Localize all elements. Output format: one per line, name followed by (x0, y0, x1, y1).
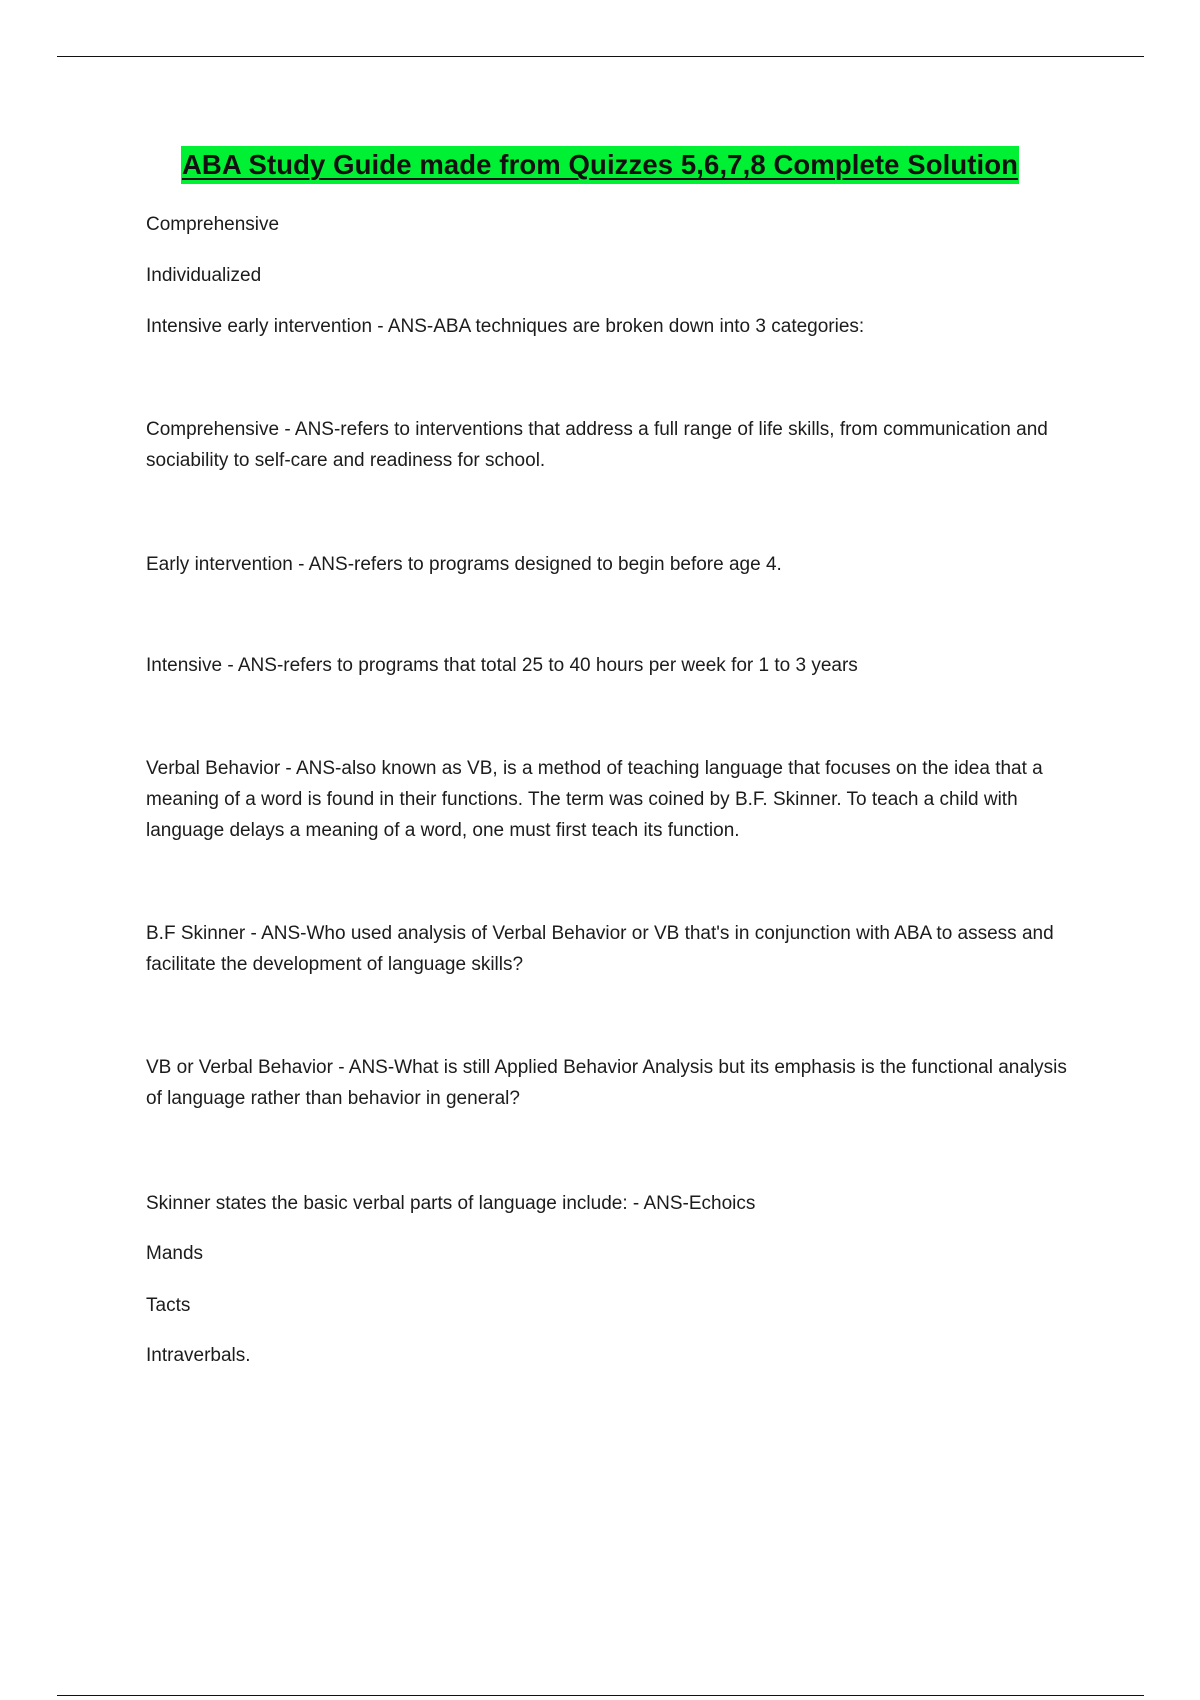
definition-vb: VB or Verbal Behavior - ANS-What is still Applied Behavior Analysis but its emphasis is the functional analysis of language rather than behavior in general? (146, 1057, 1067, 1109)
definition-bf-skinner: B.F Skinner - ANS-Who used analysis of Verbal Behavior or VB that's in conjunction with ABA to assess and facilitate the development of language skills? (146, 923, 1054, 975)
text-line-tacts: Tacts (146, 1295, 191, 1316)
top-rule (57, 56, 1144, 57)
bottom-rule (57, 1695, 1144, 1696)
definition-intensive: Intensive - ANS-refers to programs that total 25 to 40 hours per week for 1 to 3 years (146, 655, 858, 676)
definition-early-intervention: Early intervention - ANS-refers to programs designed to begin before age 4. (146, 554, 782, 575)
document-title: ABA Study Guide made from Quizzes 5,6,7,8 Complete Solution (181, 146, 1019, 184)
title-container (0, 146, 1200, 184)
text-line-individualized: Individualized (146, 265, 262, 286)
definition-verbal-behavior: Verbal Behavior - ANS-also known as VB, is a method of teaching language that focuses on the idea that a meaning of a word is found in their functions. The term was coined by B.F. Skinner. To teach a child with language delays a meaning of a word, one must first teach its function. (146, 758, 1043, 841)
text-line-skinner-verbal-parts: Skinner states the basic verbal parts of language include: - ANS-Echoics (146, 1193, 756, 1214)
text-line-comprehensive: Comprehensive (146, 214, 280, 235)
definition-comprehensive: Comprehensive - ANS-refers to interventions that address a full range of life skills, from communication and sociability to self-care and readiness for school. (146, 419, 1048, 471)
text-line-intraverbals: Intraverbals. (146, 1345, 251, 1366)
text-line-mands: Mands (146, 1243, 204, 1264)
text-line-intensive-early-intervention: Intensive early intervention - ANS-ABA techniques are broken down into 3 categories: (146, 316, 865, 337)
